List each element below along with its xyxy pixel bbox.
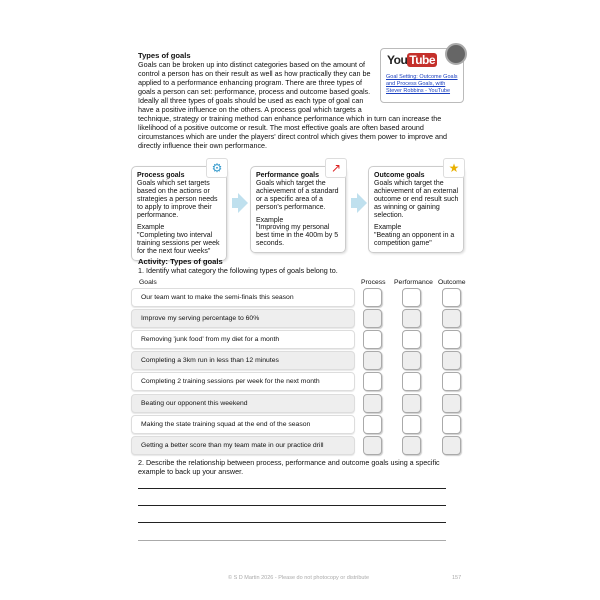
performance-checkbox[interactable] (402, 351, 421, 370)
performance-checkbox[interactable] (402, 394, 421, 413)
performance-checkbox[interactable] (402, 415, 421, 434)
answer-line[interactable] (138, 540, 446, 541)
goal-row: Improve my serving percentage to 60% (131, 309, 355, 328)
rising-chart-icon: ↗ (325, 158, 347, 178)
outcome-checkbox[interactable] (442, 436, 461, 455)
arrow-right-icon (238, 193, 248, 213)
outcome-checkbox[interactable] (442, 288, 461, 307)
performance-checkbox[interactable] (402, 372, 421, 391)
outcome-checkbox[interactable] (442, 372, 461, 391)
performance-checkbox[interactable] (402, 330, 421, 349)
card-example-label: Example (137, 224, 165, 232)
question-1: 1. Identify what category the following types of goals belong to. (138, 266, 338, 275)
intro-line: Goals can be broken up into distinct categories based on the amount of (138, 60, 365, 69)
goal-row: Our team want to make the semi-finals this season (131, 288, 355, 307)
intro-line: method can enhance performance which in turn can increase the likelihood of a positive outcome or (138, 114, 442, 132)
process-checkbox[interactable] (363, 330, 382, 349)
section-title: Types of goals (138, 51, 191, 60)
intro-line: applied to a performance enhancing program. There are three types of (138, 78, 363, 87)
card-example: "Beating an opponent in a competition game" (374, 232, 455, 248)
card-title: Outcome goals (374, 172, 425, 179)
goal-card (368, 161, 464, 253)
intro-line: direct control which gives them power to improve and directly influence their own performance. (138, 132, 447, 150)
performance-checkbox[interactable] (402, 309, 421, 328)
card-example: "Completing two interval training sessions per week for the next four weeks" (137, 232, 220, 256)
card-example: "Improving my personal best time in the 400m by 5 seconds. (256, 224, 339, 248)
process-checkbox[interactable] (363, 351, 382, 370)
answer-line[interactable] (138, 522, 446, 523)
performance-checkbox[interactable] (402, 436, 421, 455)
film-reel-icon (445, 43, 467, 65)
goal-row: Completing a 3km run in less than 12 minutes (131, 351, 355, 370)
goal-row: Making the state training squad at the end of the season (131, 415, 355, 434)
process-checkbox[interactable] (363, 309, 382, 328)
outcome-checkbox[interactable] (442, 309, 461, 328)
process-checkbox[interactable] (363, 436, 382, 455)
outcome-checkbox[interactable] (442, 415, 461, 434)
trophy-icon: ★ (443, 158, 465, 178)
intro-line: have a positive influence on the others. A process goal which targets a technique, strategy or training (138, 105, 362, 123)
goal-row: Completing 2 training sessions per week for the next month (131, 372, 355, 391)
performance-checkbox[interactable] (402, 288, 421, 307)
goal-card (131, 161, 227, 261)
video-box[interactable] (380, 48, 464, 103)
question-2: 2. Describe the relationship between process, performance and outcome goals using a specific (138, 458, 440, 467)
arrow-right-icon (357, 193, 367, 213)
intro-line: Ideally all three types of goals should be used as each type of goal can (138, 96, 364, 105)
col-header-process: Process (361, 279, 386, 286)
intro (138, 51, 464, 150)
process-checkbox[interactable] (363, 394, 382, 413)
youtube-logo: You Tube (387, 53, 436, 67)
col-header-outcome: Outcome (438, 279, 466, 286)
process-checkbox[interactable] (363, 415, 382, 434)
outcome-checkbox[interactable] (442, 330, 461, 349)
process-checkbox[interactable] (363, 288, 382, 307)
col-header-performance: Performance (394, 279, 433, 286)
page-number: 157 (452, 575, 462, 581)
card-desc: Goals which target the achievement of a standard or a specific area of a person's performance. (256, 179, 339, 211)
answer-line[interactable] (138, 505, 446, 506)
outcome-checkbox[interactable] (442, 351, 461, 370)
outcome-checkbox[interactable] (442, 394, 461, 413)
card-example-label: Example (256, 216, 284, 224)
card-title: Performance goals (256, 172, 320, 179)
col-header-goals: Goals (139, 279, 157, 286)
gears-icon: ⚙ (206, 158, 228, 178)
card-title: Process goals (137, 172, 185, 179)
card-example-label: Example (374, 224, 402, 232)
footer-copyright: © S D Martin 2026 - Please do not photocopy or distribute (228, 575, 370, 581)
process-checkbox[interactable] (363, 372, 382, 391)
intro-line: goals a person can set: performance, process and outcome based goals. (138, 87, 371, 96)
goal-card (250, 161, 346, 253)
card-desc: Goals which target the achievement of an external outcome or end result such as winning or gaining selection. (374, 179, 459, 219)
goal-row: Getting a better score than my team mate in our practice drill (131, 436, 355, 455)
answer-line[interactable] (138, 488, 446, 489)
intro-line: control a person has on their result as well as how practically they can be (138, 69, 371, 78)
intro-line: result. The most effective goals are often based around circumstances which are under the players' (138, 123, 424, 141)
goal-row: Removing 'junk food' from my diet for a month (131, 330, 355, 349)
activity-title: Activity: Types of goals (138, 257, 223, 266)
video-link[interactable]: Goal Setting: Outcome Goals and Process Goals, with Stever Robbins - YouTube (386, 74, 458, 94)
question-2-cont: example to back up your answer. (138, 467, 244, 476)
card-desc: Goals which set targets based on the actions or strategies a person needs to apply to improve their performance. (137, 179, 218, 219)
goal-row: Beating our opponent this weekend (131, 394, 355, 413)
